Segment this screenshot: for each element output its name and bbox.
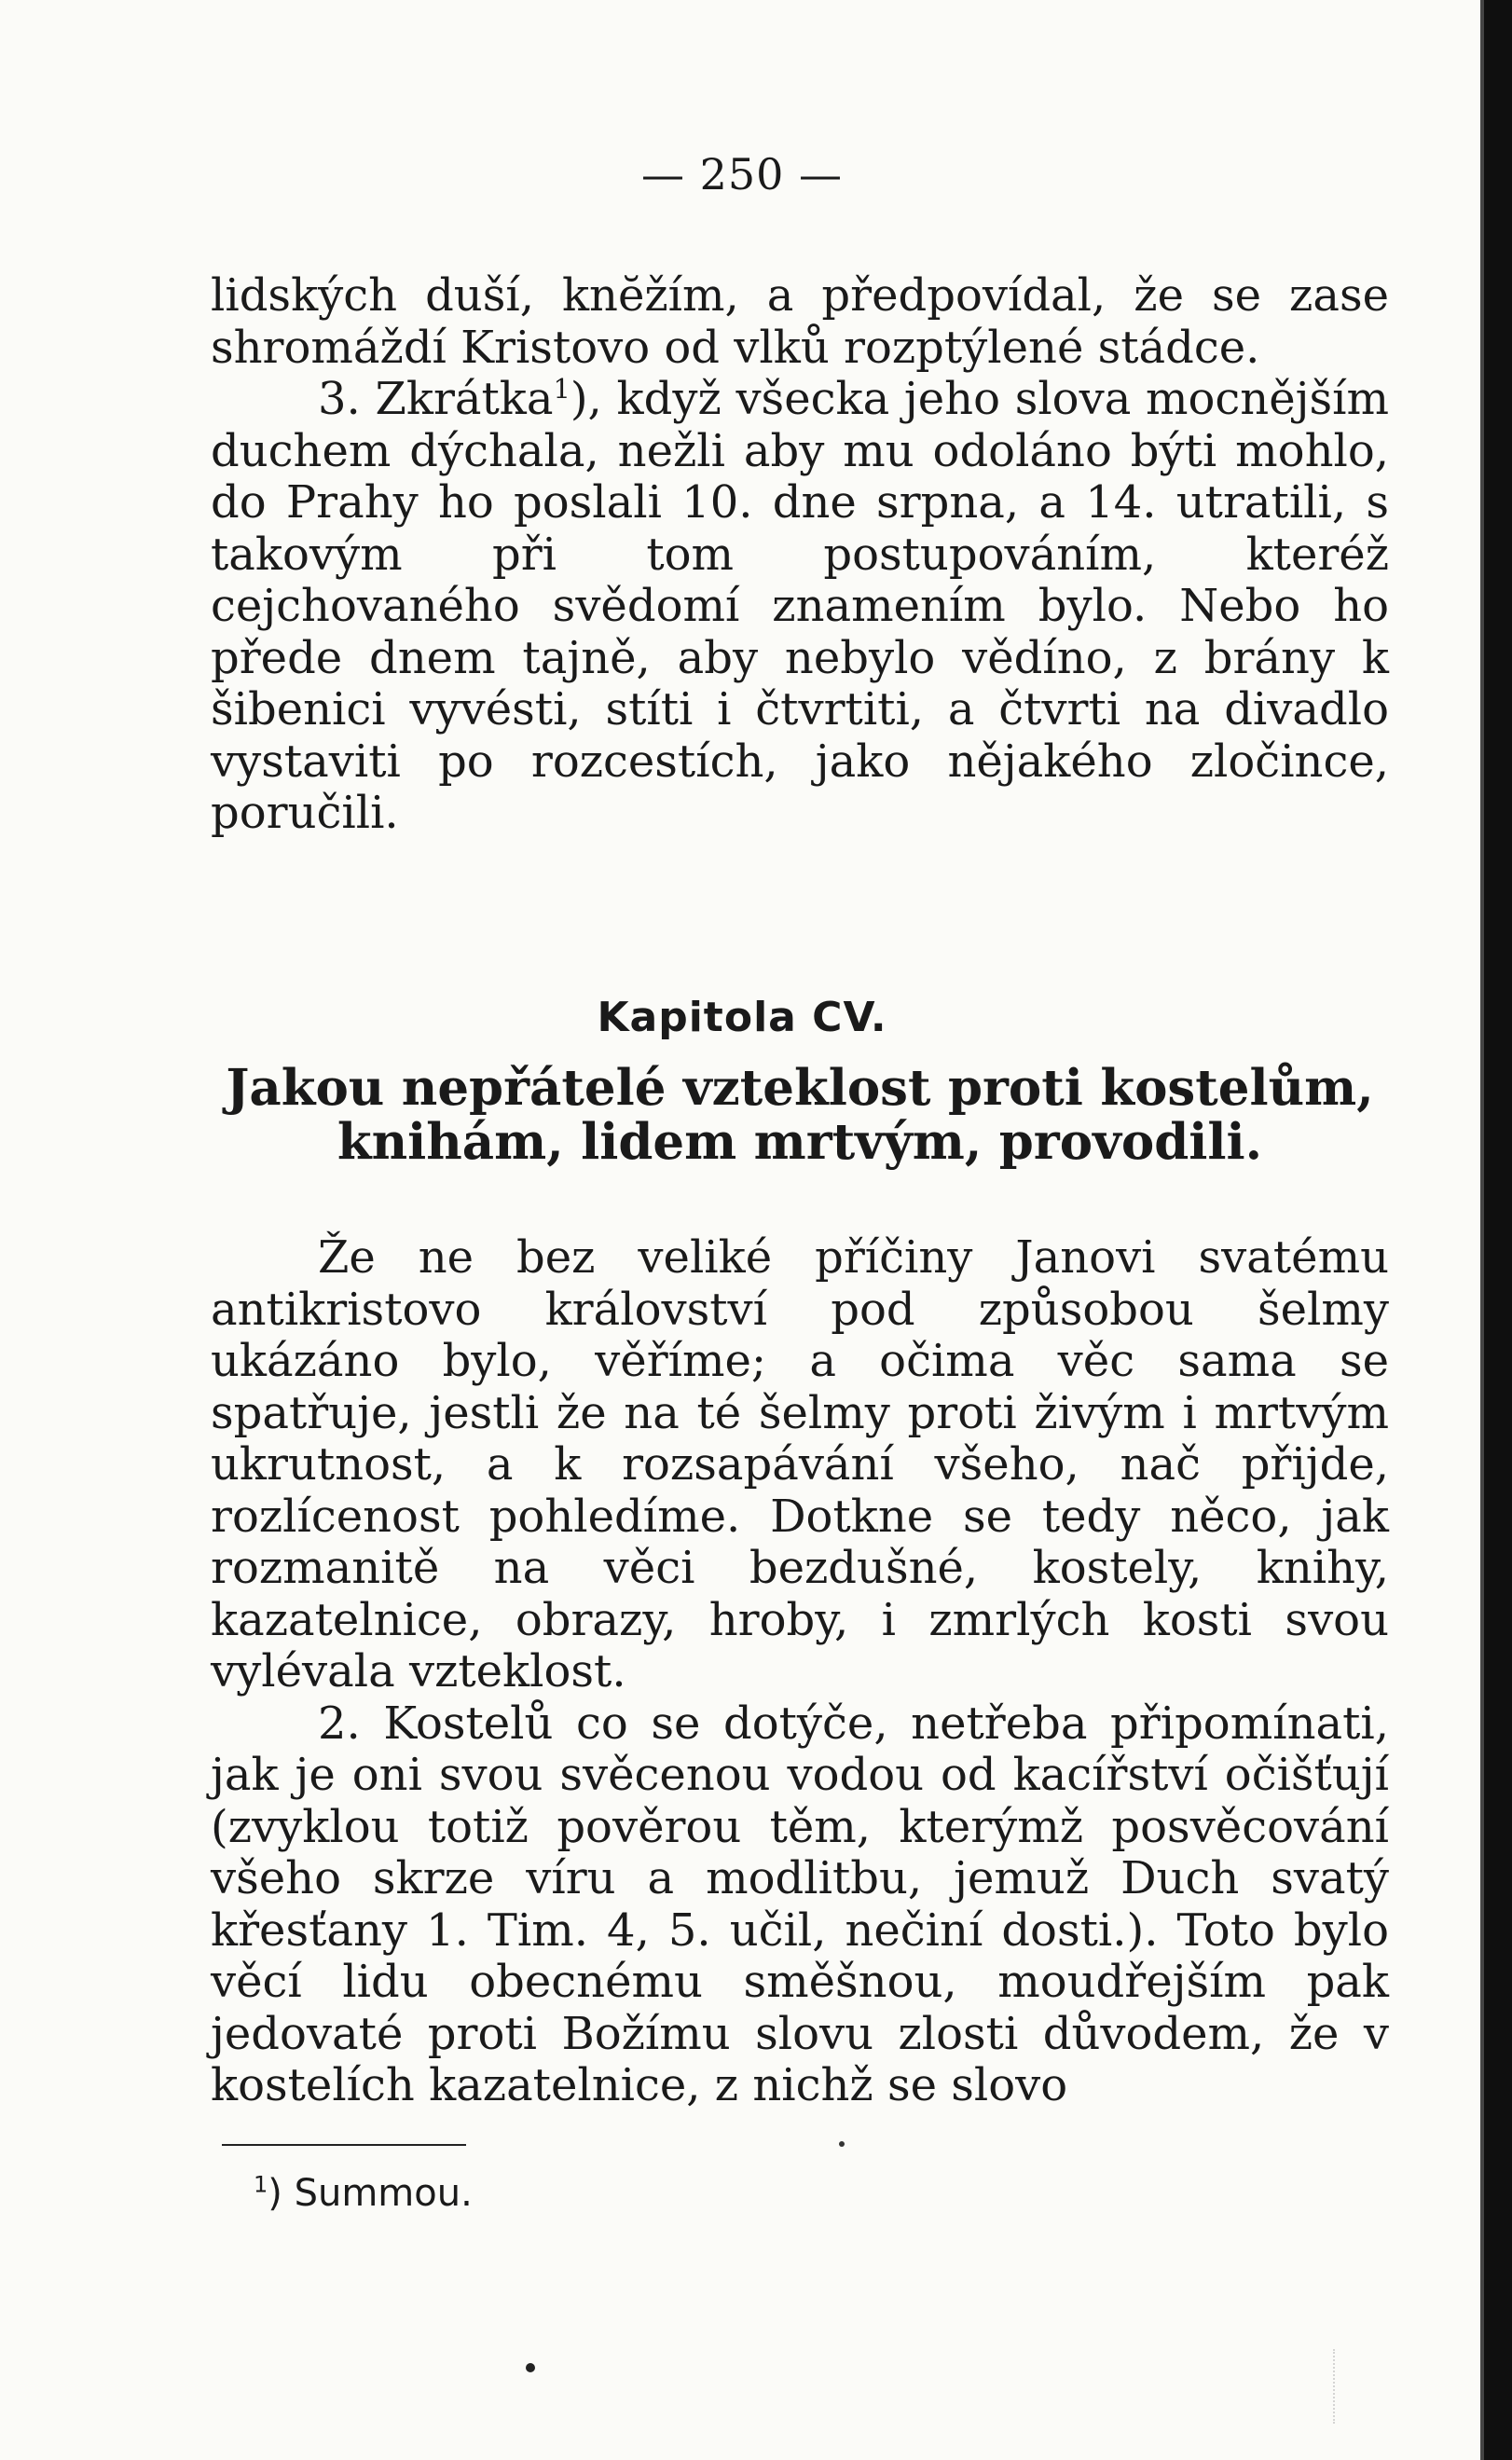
text-block-top [211, 270, 1389, 840]
text-block-chapter [211, 1232, 1389, 2112]
footnote-divider [222, 2144, 466, 2146]
chapter-heading: Kapitola CV. [597, 994, 887, 1041]
footnote [254, 2172, 473, 2215]
paragraph: lidských duší, knĕžím, a předpovídal, že se zase shromáždí Kristovo od vlků rozptýlené stádce. [211, 269, 1389, 374]
footnote-marker: 1 [254, 2171, 268, 2198]
page-number: — 250 — [640, 149, 844, 199]
footnote-text: ) Summou. [268, 2172, 473, 2215]
footnote-marker: 1 [553, 373, 570, 405]
page-smudge [1333, 2349, 1363, 2424]
paragraph: 2. Kostelů co se dotýče, netřeba připomínati, jak je oni svou svěcenou vodou od kacířství očišťují (zvyklou totiž pověrou těm, kterýmž posvěcování všeho skrze víru a modlitbu, jemuž Duch svatý křesťany 1. Tim. 4, 5. učil, nečiní dosti.). Toto bylo věcí lidu obecnému směšnou, moudřejším pak jedovaté proti Božímu slovu zlosti důvodem, že v kostelích kazatelnice, z nichž se slovo [211, 1697, 1389, 2111]
ink-speck [526, 2363, 535, 2372]
paragraph-prefix: 3. Zkrátka [318, 373, 554, 425]
scan-edge [1484, 0, 1512, 2460]
paragraph-zkratka [211, 374, 1389, 840]
paragraph: Že ne bez veliké příčiny Janovi svatému antikristovo království pod způsobou šelmy ukázáno bylo, věříme; a očima věc sama se spatřuje, jestli že na té šelmy proti živým i mrtvým ukrutnost, a k rozsapávání všeho, nač přijde, rozlícenost pohledíme. Dotkne se tedy něco, jak rozmanitě na věci bezdušné, kostely, knihy, kazatelnice, obrazy, hroby, i zmrlých kosti svou vylévala vzteklost. [211, 1231, 1389, 1697]
paragraph-body: ), když všecka jeho slova mocnějším duchem dýchala, nežli aby mu odoláno býti mohlo, do Prahy ho poslali 10. dne srpna, a 14. utratili, s takovým při tom postupováním, kteréž cejchovaného svědomí znamením bylo. Nebo ho přede dnem tajně, aby nebylo vědíno, z brány k šibenici vyvésti, stíti i čtvrtiti, a čtvrti na divadlo vystaviti po rozcestích, jako nějakého zločince, poručili. [211, 373, 1390, 839]
chapter-title: Jakou nepřátelé vzteklost proti kostelům, knihám, lidem mrtvým, provodili. [226, 1059, 1374, 1171]
rule-dot [839, 2141, 845, 2147]
